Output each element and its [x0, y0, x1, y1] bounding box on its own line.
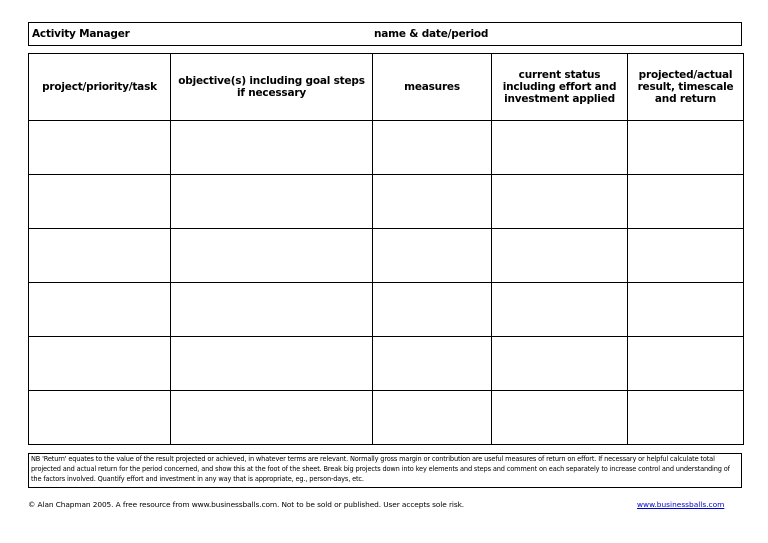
- table-cell[interactable]: [171, 283, 373, 337]
- table-cell[interactable]: [373, 121, 492, 175]
- table-cell[interactable]: [373, 283, 492, 337]
- table-cell[interactable]: [171, 121, 373, 175]
- note-box: [28, 453, 742, 488]
- table-cell[interactable]: [171, 229, 373, 283]
- activity-table: [28, 53, 744, 445]
- table-row: [29, 391, 744, 445]
- table-cell[interactable]: [373, 391, 492, 445]
- table-cell[interactable]: [29, 229, 171, 283]
- table-cell[interactable]: [29, 175, 171, 229]
- table-cell[interactable]: [628, 229, 744, 283]
- column-header-current-status: current status including effort and investment applied: [492, 54, 628, 121]
- table-row: [29, 283, 744, 337]
- table-cell[interactable]: [29, 337, 171, 391]
- table-cell[interactable]: [29, 121, 171, 175]
- businessballs-link[interactable]: www.businessballs.com: [637, 500, 725, 509]
- table-cell[interactable]: [492, 175, 628, 229]
- table-cell[interactable]: [373, 175, 492, 229]
- table-cell[interactable]: [29, 283, 171, 337]
- table-cell[interactable]: [492, 121, 628, 175]
- table-row: [29, 175, 744, 229]
- table-row: [29, 229, 744, 283]
- table-cell[interactable]: [492, 391, 628, 445]
- column-header-project: project/priority/task: [29, 54, 171, 121]
- table-cell[interactable]: [373, 229, 492, 283]
- copyright-notice: © Alan Chapman 2005. A free resource from www.businessballs.com. Not to be sold or published. User accepts sole risk.: [28, 500, 465, 509]
- note-text: NB 'Return' equates to the value of the result projected or achieved, in whatever terms are relevant. Normally gross margin or contribution are useful measures of return on effort. If necessary or helpful calculate total projected and actual return for the period concerned, and show this at the foot of the sheet. Break big projects down into key elements and steps and comment on each separately to increase control and understanding of the factors involved. Quantify effort and investment in any way that is appropriate, eg., person-days, etc.: [31, 455, 730, 483]
- table-row: [29, 337, 744, 391]
- column-header-objectives: objective(s) including goal steps if necessary: [171, 54, 373, 121]
- header-box: [28, 22, 742, 46]
- column-header-projected-result: projected/actual result, timescale and return: [628, 54, 744, 121]
- table-cell[interactable]: [171, 391, 373, 445]
- table-cell[interactable]: [29, 391, 171, 445]
- column-header-measures: measures: [373, 54, 492, 121]
- table-cell[interactable]: [492, 229, 628, 283]
- table-row: [29, 121, 744, 175]
- table-cell[interactable]: [628, 337, 744, 391]
- table-cell[interactable]: [171, 175, 373, 229]
- table-cell[interactable]: [628, 175, 744, 229]
- name-date-period-label: name & date/period: [374, 28, 489, 40]
- table-cell[interactable]: [628, 283, 744, 337]
- table-cell[interactable]: [492, 283, 628, 337]
- document-title: Activity Manager: [32, 28, 130, 40]
- table-cell[interactable]: [492, 337, 628, 391]
- table-header-row: [29, 54, 744, 121]
- table-cell[interactable]: [373, 337, 492, 391]
- table-cell[interactable]: [628, 391, 744, 445]
- table-cell[interactable]: [628, 121, 744, 175]
- table-cell[interactable]: [171, 337, 373, 391]
